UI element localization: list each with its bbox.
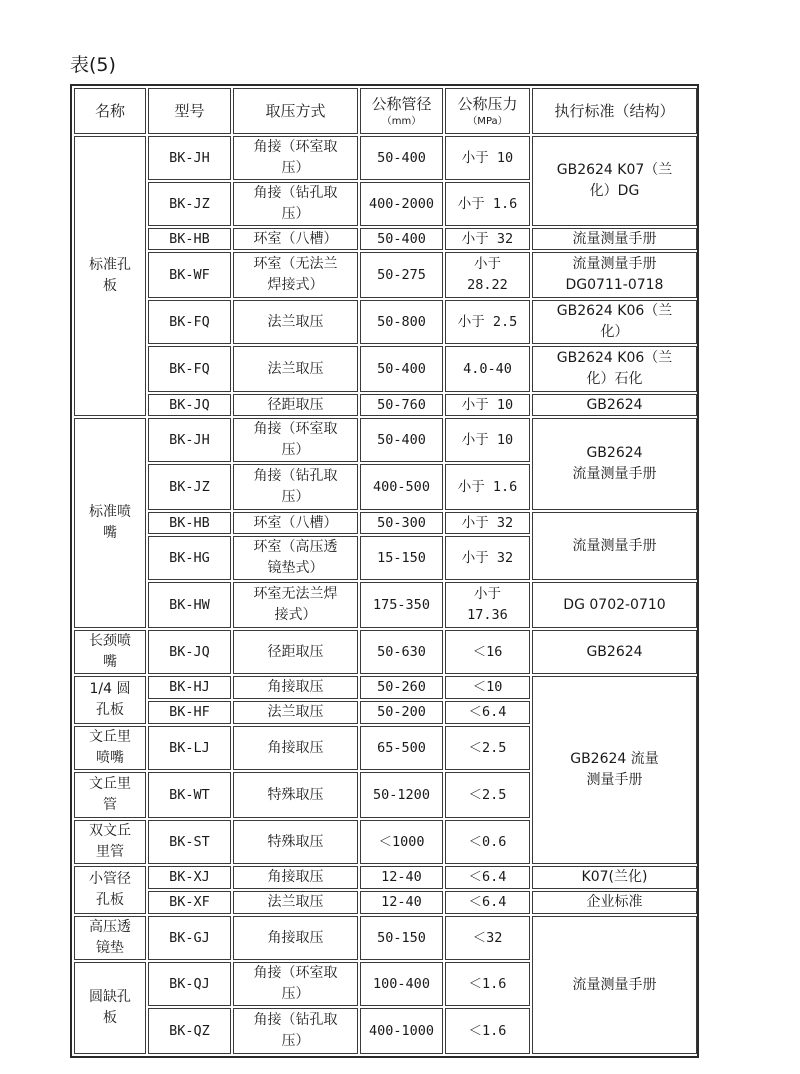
group-long-radius-nozzle: 长颈喷 嘴 bbox=[74, 630, 146, 674]
header-tap-method: 取压方式 bbox=[233, 88, 358, 134]
standard-cell: DG 0702-0710 bbox=[532, 582, 697, 628]
header-diameter bbox=[360, 88, 443, 134]
model-cell: BK-QZ bbox=[148, 1008, 231, 1054]
tap-method-cell: 环室（八槽） bbox=[233, 512, 358, 534]
tap-method-cell: 环室（无法兰 焊接式） bbox=[233, 252, 358, 298]
tap-method-cell: 特殊取压 bbox=[233, 820, 358, 864]
model-cell: BK-FQ bbox=[148, 346, 231, 392]
group-standard-nozzle: 标准喷 嘴 bbox=[74, 418, 146, 628]
tap-method-cell: 法兰取压 bbox=[233, 891, 358, 914]
tap-method-cell: 环室无法兰焊 接式） bbox=[233, 582, 358, 628]
tap-method-cell: 角接取压 bbox=[233, 676, 358, 699]
diameter-cell: 50-400 bbox=[360, 228, 443, 250]
tap-method-cell: 角接取压 bbox=[233, 726, 358, 770]
tap-method-cell: 角接取压 bbox=[233, 866, 358, 889]
diameter-cell: 50-260 bbox=[360, 676, 443, 699]
pressure-cell: 小于 17.36 bbox=[445, 582, 530, 628]
header-model: 型号 bbox=[148, 88, 231, 134]
model-cell: BK-HW bbox=[148, 582, 231, 628]
diameter-cell: 50-275 bbox=[360, 252, 443, 298]
model-cell: BK-WF bbox=[148, 252, 231, 298]
pressure-cell: ＜32 bbox=[445, 916, 530, 960]
tap-method-cell: 特殊取压 bbox=[233, 772, 358, 818]
diameter-cell: 400-1000 bbox=[360, 1008, 443, 1054]
pressure-cell: 小于 32 bbox=[445, 536, 530, 580]
diameter-cell: 50-300 bbox=[360, 512, 443, 534]
standard-cell: 流量测量手册 bbox=[532, 512, 697, 580]
standard-cell: 流量测量手册 DG0711-0718 bbox=[532, 252, 697, 298]
pressure-cell: 小于 28.22 bbox=[445, 252, 530, 298]
diameter-cell: 50-1200 bbox=[360, 772, 443, 818]
model-cell: BK-LJ bbox=[148, 726, 231, 770]
header-pressure-label: 公称压力 bbox=[457, 94, 518, 113]
model-cell: BK-JZ bbox=[148, 182, 231, 226]
standard-cell: 流量测量手册 bbox=[532, 916, 697, 1054]
standard-cell: K07(兰化) bbox=[532, 866, 697, 889]
header-name: 名称 bbox=[74, 88, 146, 134]
diameter-cell: 65-500 bbox=[360, 726, 443, 770]
model-cell: BK-HG bbox=[148, 536, 231, 580]
diameter-cell: 50-800 bbox=[360, 300, 443, 344]
model-cell: BK-JQ bbox=[148, 630, 231, 674]
pressure-cell: ＜6.4 bbox=[445, 866, 530, 889]
pressure-cell: ＜10 bbox=[445, 676, 530, 699]
header-diameter-label: 公称管径 bbox=[371, 94, 432, 113]
diameter-cell: 50-400 bbox=[360, 136, 443, 180]
diameter-cell: 15-150 bbox=[360, 536, 443, 580]
diameter-cell: 50-400 bbox=[360, 418, 443, 462]
pressure-cell: 小于 1.6 bbox=[445, 464, 530, 510]
header-pressure bbox=[445, 88, 530, 134]
header-pressure-unit: （MPa） bbox=[467, 115, 508, 127]
standard-cell: GB2624 流量 测量手册 bbox=[532, 676, 697, 864]
pressure-cell: 小于 10 bbox=[445, 418, 530, 462]
tap-method-cell: 角接（环室取 压） bbox=[233, 962, 358, 1006]
pressure-cell: 小于 32 bbox=[445, 228, 530, 250]
tap-method-cell: 角接（钻孔取 压） bbox=[233, 464, 358, 510]
standard-cell: 流量测量手册 bbox=[532, 228, 697, 250]
diameter-cell: 50-400 bbox=[360, 346, 443, 392]
model-cell: BK-XJ bbox=[148, 866, 231, 889]
model-cell: BK-JH bbox=[148, 136, 231, 180]
tap-method-cell: 角接（环室取 压） bbox=[233, 136, 358, 180]
model-cell: BK-HB bbox=[148, 512, 231, 534]
pressure-cell: 4.0-40 bbox=[445, 346, 530, 392]
group-segmental-orifice: 圆缺孔 板 bbox=[74, 962, 146, 1054]
pressure-cell: ＜0.6 bbox=[445, 820, 530, 864]
model-cell: BK-JZ bbox=[148, 464, 231, 510]
standard-cell: GB2624 K06（兰 化）石化 bbox=[532, 346, 697, 392]
model-cell: BK-GJ bbox=[148, 916, 231, 960]
diameter-cell: 50-760 bbox=[360, 394, 443, 416]
group-standard-orifice: 标准孔 板 bbox=[74, 136, 146, 416]
standard-cell: GB2624 流量测量手册 bbox=[532, 418, 697, 510]
tap-method-cell: 法兰取压 bbox=[233, 701, 358, 724]
standard-cell: GB2624 K07（兰 化）DG bbox=[532, 136, 697, 226]
group-quarter-circle-orifice: 1/4 圆 孔板 bbox=[74, 676, 146, 724]
diameter-cell: ＜1000 bbox=[360, 820, 443, 864]
model-cell: BK-XF bbox=[148, 891, 231, 914]
model-cell: BK-ST bbox=[148, 820, 231, 864]
diameter-cell: 12-40 bbox=[360, 866, 443, 889]
group-venturi-tube: 文丘里 管 bbox=[74, 772, 146, 818]
standard-cell: 企业标准 bbox=[532, 891, 697, 914]
tap-method-cell: 角接取压 bbox=[233, 916, 358, 960]
diameter-cell: 50-630 bbox=[360, 630, 443, 674]
group-venturi-nozzle: 文丘里 喷嘴 bbox=[74, 726, 146, 770]
pressure-cell: ＜2.5 bbox=[445, 726, 530, 770]
pressure-cell: ＜2.5 bbox=[445, 772, 530, 818]
spec-table bbox=[70, 84, 699, 1058]
group-double-venturi: 双文丘 里管 bbox=[74, 820, 146, 864]
diameter-cell: 400-2000 bbox=[360, 182, 443, 226]
tap-method-cell: 径距取压 bbox=[233, 394, 358, 416]
model-cell: BK-FQ bbox=[148, 300, 231, 344]
diameter-cell: 175-350 bbox=[360, 582, 443, 628]
pressure-cell: 小于 10 bbox=[445, 394, 530, 416]
header-standard: 执行标准（结构） bbox=[532, 88, 697, 134]
pressure-cell: 小于 10 bbox=[445, 136, 530, 180]
standard-cell: GB2624 bbox=[532, 630, 697, 674]
pressure-cell: 小于 32 bbox=[445, 512, 530, 534]
diameter-cell: 50-200 bbox=[360, 701, 443, 724]
pressure-cell: 小于 1.6 bbox=[445, 182, 530, 226]
group-small-bore-orifice: 小管径 孔板 bbox=[74, 866, 146, 914]
group-lens-gasket: 高压透 镜垫 bbox=[74, 916, 146, 960]
pressure-cell: ＜1.6 bbox=[445, 1008, 530, 1054]
pressure-cell: ＜16 bbox=[445, 630, 530, 674]
standard-cell: GB2624 bbox=[532, 394, 697, 416]
diameter-cell: 12-40 bbox=[360, 891, 443, 914]
model-cell: BK-JH bbox=[148, 418, 231, 462]
standard-cell: GB2624 K06（兰 化） bbox=[532, 300, 697, 344]
diameter-cell: 100-400 bbox=[360, 962, 443, 1006]
pressure-cell: ＜6.4 bbox=[445, 701, 530, 724]
pressure-cell: ＜6.4 bbox=[445, 891, 530, 914]
diameter-cell: 50-150 bbox=[360, 916, 443, 960]
tap-method-cell: 法兰取压 bbox=[233, 300, 358, 344]
tap-method-cell: 角接（钻孔取 压） bbox=[233, 1008, 358, 1054]
tap-method-cell: 环室（高压透 镜垫式） bbox=[233, 536, 358, 580]
model-cell: BK-WT bbox=[148, 772, 231, 818]
pressure-cell: 小于 2.5 bbox=[445, 300, 530, 344]
diameter-cell: 400-500 bbox=[360, 464, 443, 510]
tap-method-cell: 径距取压 bbox=[233, 630, 358, 674]
model-cell: BK-HJ bbox=[148, 676, 231, 699]
tap-method-cell: 角接（环室取 压） bbox=[233, 418, 358, 462]
model-cell: BK-HF bbox=[148, 701, 231, 724]
model-cell: BK-HB bbox=[148, 228, 231, 250]
header-diameter-unit: （mm） bbox=[381, 115, 422, 127]
table-caption: 表(5) bbox=[70, 54, 116, 76]
tap-method-cell: 环室（八槽） bbox=[233, 228, 358, 250]
model-cell: BK-JQ bbox=[148, 394, 231, 416]
model-cell: BK-QJ bbox=[148, 962, 231, 1006]
tap-method-cell: 角接（钻孔取 压） bbox=[233, 182, 358, 226]
pressure-cell: ＜1.6 bbox=[445, 962, 530, 1006]
tap-method-cell: 法兰取压 bbox=[233, 346, 358, 392]
